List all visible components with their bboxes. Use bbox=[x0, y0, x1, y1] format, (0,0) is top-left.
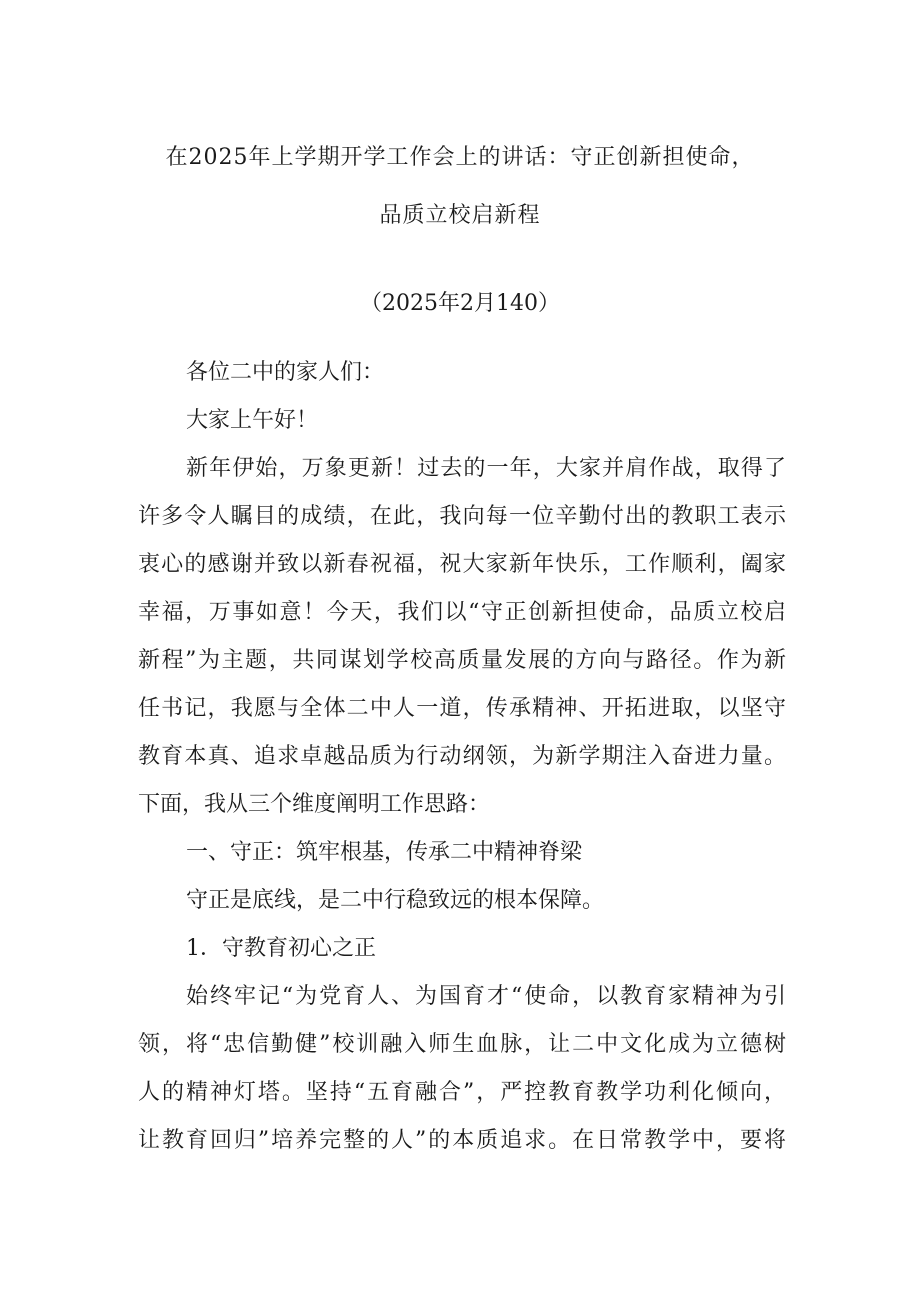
greeting: 大家上午好！ bbox=[186, 408, 319, 433]
body-line: 许多令人瞩目的成绩，在此，我向每一位辛勤付出的教职工表示 bbox=[138, 504, 786, 529]
body-line: 人的精神灯塔。坚持“五育融合”，严控教育教学功利化倾向， bbox=[138, 1080, 786, 1105]
body-line: 领，将“忠信勤健”校训融入师生血脉，让二中文化成为立德树 bbox=[138, 1032, 786, 1057]
body-line: 下面，我从三个维度阐明工作思路： bbox=[138, 792, 491, 817]
subsection-heading: 1．守教育初心之正 bbox=[186, 936, 376, 961]
section-heading: 一、守正：筑牢根基，传承二中精神脊梁 bbox=[186, 840, 583, 865]
title-line-1: 在2025年上学期开学工作会上的讲话：守正创新担使命， bbox=[165, 145, 755, 170]
body-line: 守正是底线，是二中行稳致远的根本保障。 bbox=[186, 888, 605, 913]
body-line: 新年伊始，万象更新！过去的一年，大家并肩作战，取得了 bbox=[186, 456, 786, 481]
body-line: 任书记，我愿与全体二中人一道，传承精神、开拓进取，以坚守 bbox=[138, 696, 786, 721]
speech-date: （2025年2月140） bbox=[360, 291, 560, 316]
body-line: 新程”为主题，共同谋划学校高质量发展的方向与路径。作为新 bbox=[138, 648, 786, 673]
body-line: 让教育回归”培养完整的人”的本质追求。在日常教学中，要将 bbox=[138, 1128, 786, 1153]
body-line: 始终牢记“为党育人、为国育才“使命，以教育家精神为引 bbox=[186, 984, 786, 1009]
body-line: 幸福，万事如意！今天，我们以“守正创新担使命，品质立校启 bbox=[138, 600, 786, 625]
title-line-2: 品质立校启新程 bbox=[379, 203, 541, 228]
salutation: 各位二中的家人们： bbox=[186, 360, 385, 385]
body-line: 衷心的感谢并致以新春祝福，祝大家新年快乐，工作顺利，阖家 bbox=[138, 552, 786, 577]
body-line: 教育本真、追求卓越品质为行动纲领，为新学期注入奋进力量。 bbox=[138, 744, 786, 769]
